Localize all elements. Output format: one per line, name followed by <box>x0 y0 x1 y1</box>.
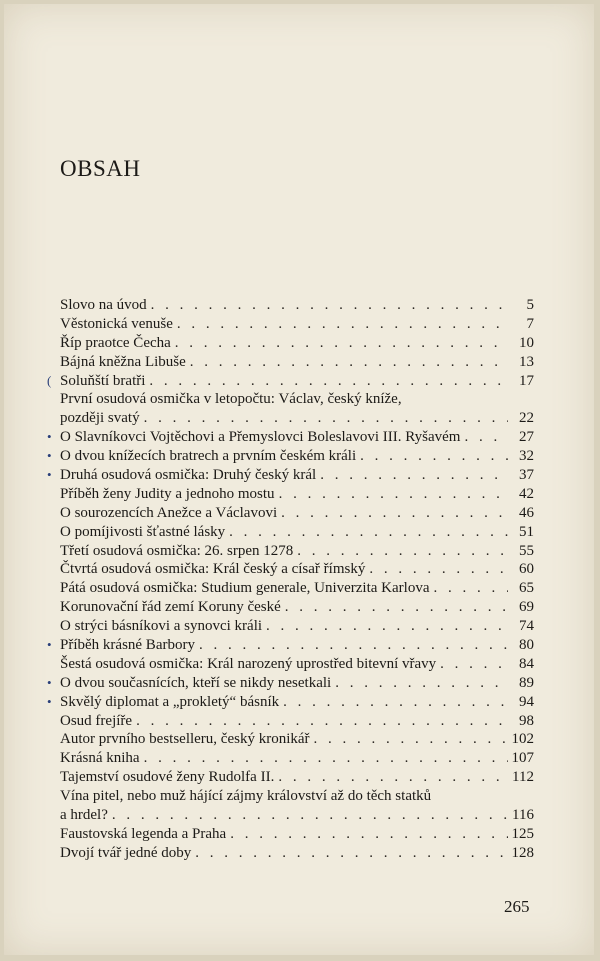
toc-entry-line <box>60 542 534 561</box>
pen-mark-icon: • <box>47 637 52 653</box>
toc-entry <box>47 636 534 655</box>
toc-entry <box>60 768 534 787</box>
toc-entry-title: O sourozencích Anežce a Václavovi <box>60 504 278 521</box>
leader-dots <box>151 296 508 315</box>
leader-dots <box>283 693 508 712</box>
toc-entry <box>60 390 534 428</box>
leader-dots <box>433 579 508 598</box>
leader-dots <box>144 749 508 768</box>
leader-dots <box>136 712 508 731</box>
toc-page-number: 22 <box>519 410 534 427</box>
toc-entry <box>60 579 534 598</box>
toc-page-number: 107 <box>511 750 534 767</box>
toc-entry <box>47 372 534 391</box>
toc-entry <box>60 598 534 617</box>
toc-entry-title: Čtvrtá osudová osmička: Král český a císař římský <box>60 561 366 578</box>
toc-entry-title: Krásná kniha <box>60 750 140 767</box>
pen-mark-icon: • <box>47 448 52 464</box>
toc-entry-line <box>60 372 534 391</box>
toc-entry-line <box>60 390 534 409</box>
toc-entry-line <box>60 409 534 428</box>
toc-entry-line <box>60 825 534 844</box>
toc-entry <box>60 787 534 825</box>
toc-entry <box>60 353 534 372</box>
toc-entry <box>60 712 534 731</box>
toc-entry-line <box>60 353 534 372</box>
toc-entry-line <box>60 636 534 655</box>
toc-entry <box>47 447 534 466</box>
toc-entry <box>60 825 534 844</box>
toc-entry-title: Třetí osudová osmička: 26. srpen 1278 <box>60 542 294 559</box>
leader-dots <box>144 409 508 428</box>
toc-entry-title: První osudová osmička v letopočtu: Václav, český kníže, <box>60 391 402 408</box>
leader-dots <box>149 372 508 391</box>
toc-entry-line <box>60 806 534 825</box>
toc-entry-title: a hrdel? <box>60 807 108 824</box>
leader-dots <box>281 504 508 523</box>
leader-dots <box>175 334 508 353</box>
toc-entry-line <box>60 712 534 731</box>
toc-entry-line <box>60 674 534 693</box>
toc-page-number: 125 <box>511 825 534 842</box>
toc-page-number: 10 <box>519 334 534 351</box>
toc-entry <box>60 730 534 749</box>
toc-entry <box>47 428 534 447</box>
toc-entry-title: O dvou současnících, kteří se nikdy nesetkali <box>60 674 332 691</box>
toc-entry <box>60 542 534 561</box>
toc-entry-title: Slovo na úvod <box>60 297 147 313</box>
toc-entry-line <box>60 844 534 863</box>
leader-dots <box>195 844 507 863</box>
toc-page-number: 51 <box>519 523 534 540</box>
toc-entry-line <box>60 598 534 617</box>
toc-page-number: 98 <box>519 712 534 729</box>
leader-dots <box>278 768 508 787</box>
leader-dots <box>177 315 508 334</box>
leader-dots <box>297 542 508 561</box>
pen-mark-icon: • <box>47 429 52 445</box>
leader-dots <box>360 447 508 466</box>
toc-entry-title: Příběh krásné Barbory <box>60 637 195 654</box>
leader-dots <box>266 617 508 636</box>
toc-entry-title: Bájná kněžna Libuše <box>60 353 186 370</box>
toc-page-number: 55 <box>519 542 534 559</box>
toc-entry <box>60 485 534 504</box>
toc-entry <box>60 617 534 636</box>
toc-entry-title: O dvou knížecích bratrech a prvním českém králi <box>60 448 357 465</box>
toc-entry-title: Tajemství osudové ženy Rudolfa II. <box>60 769 275 786</box>
toc-entry-title: O strýci básníkovi a synovci králi <box>60 618 263 635</box>
toc-entry-title: Dvojí tvář jedné doby <box>60 844 192 861</box>
toc-entry <box>47 693 534 712</box>
toc-entry-line <box>60 655 534 674</box>
toc-entry-line <box>60 428 534 447</box>
leader-dots <box>199 636 508 655</box>
toc-page-number: 7 <box>526 315 534 332</box>
toc-entry-title: Věstonická venuše <box>60 315 173 332</box>
toc-entry <box>60 296 534 315</box>
toc-entry <box>60 523 534 542</box>
toc-entry <box>60 334 534 353</box>
leader-dots <box>440 655 508 674</box>
leader-dots <box>285 598 508 617</box>
toc-page-number: 60 <box>519 561 534 578</box>
toc-entry-line <box>60 296 534 315</box>
toc-entry <box>60 560 534 579</box>
leader-dots <box>190 353 508 372</box>
toc-entry-title: Vína pitel, nebo muž hájící zájmy království až do těch statků <box>60 788 432 805</box>
toc-entry-line <box>60 485 534 504</box>
toc-page-number: 17 <box>519 372 534 389</box>
toc-entry-title: Říp praotce Čecha <box>60 334 171 351</box>
toc-entry <box>60 315 534 334</box>
pen-mark-icon: • <box>47 693 52 709</box>
toc-page-number: 65 <box>519 580 534 597</box>
toc-page-number: 74 <box>519 618 534 635</box>
toc-entry-title: Skvělý diplomat a „prokletý“ básník <box>60 693 280 710</box>
toc-entry-line <box>60 617 534 636</box>
toc-page-number: 80 <box>519 637 534 654</box>
toc-page-number: 128 <box>511 844 534 861</box>
leader-dots <box>229 523 508 542</box>
toc-page-number: 13 <box>519 353 534 370</box>
toc-entry-line <box>60 315 534 334</box>
toc-entry-title: Faustovská legenda a Praha <box>60 825 227 842</box>
leader-dots <box>279 485 508 504</box>
toc-page-number: 27 <box>519 429 534 446</box>
toc-entry <box>60 655 534 674</box>
toc-entry-title: Druhá osudová osmička: Druhý český král <box>60 467 317 484</box>
toc-page-number: 116 <box>512 807 534 824</box>
leader-dots <box>369 560 508 579</box>
pen-mark-icon: ( <box>47 372 52 388</box>
toc-entry-line <box>60 334 534 353</box>
toc-page-number: 42 <box>519 485 534 502</box>
toc-entry-line <box>60 466 534 485</box>
toc-entry-title: Šestá osudová osmička: Král narozený uprostřed bitevní vřavy <box>60 655 437 672</box>
toc-page-number: 69 <box>519 599 534 616</box>
toc-entry-line <box>60 579 534 598</box>
toc-entry-line <box>60 730 534 749</box>
book-page <box>4 4 594 955</box>
toc-entry <box>47 674 534 693</box>
toc-page-number: 94 <box>519 693 534 710</box>
toc-entry-title: Příběh ženy Judity a jednoho mostu <box>60 485 275 502</box>
toc-entry <box>47 466 534 485</box>
page-number: 265 <box>504 897 530 916</box>
toc-page-number: 5 <box>526 297 534 313</box>
toc-entry-title: Osud frejíře <box>60 712 133 729</box>
toc-page-number: 102 <box>511 731 534 748</box>
toc-entry <box>60 504 534 523</box>
leader-dots <box>314 730 508 749</box>
toc-entry-line <box>60 523 534 542</box>
leader-dots <box>112 806 508 825</box>
toc-page-number: 46 <box>519 504 534 521</box>
pen-mark-icon: • <box>47 674 52 690</box>
toc-page-number: 84 <box>519 655 534 672</box>
toc-entry-title: O pomíjivosti šťastné lásky <box>60 523 226 540</box>
leader-dots <box>230 825 507 844</box>
toc-page-number: 89 <box>519 674 534 691</box>
toc-entry-title: Soluňští bratři <box>60 372 146 389</box>
page-title: OBSAH <box>60 156 141 181</box>
toc-entry-title: Korunovační řád zemí Koruny české <box>60 599 281 616</box>
table-of-contents <box>47 296 534 863</box>
toc-entry-line <box>60 447 534 466</box>
toc-page-number: 37 <box>519 467 534 484</box>
leader-dots <box>320 466 508 485</box>
toc-entry <box>60 749 534 768</box>
toc-entry <box>60 844 534 863</box>
toc-entry-line <box>60 560 534 579</box>
leader-dots <box>335 674 508 693</box>
toc-entry-title: později svatý <box>60 410 140 427</box>
toc-entry-title: O Slavníkovci Vojtěchovi a Přemyslovci Boleslavovi III. Ryšavém <box>60 429 461 446</box>
toc-entry-title: Autor prvního bestselleru, český kronikář <box>60 731 310 748</box>
toc-entry-line <box>60 768 534 787</box>
toc-entry-line <box>60 749 534 768</box>
toc-page-number: 112 <box>512 769 534 786</box>
toc-page-number: 32 <box>519 448 534 465</box>
toc-entry-title: Pátá osudová osmička: Studium generale, Univerzita Karlova <box>60 580 430 597</box>
pen-mark-icon: • <box>47 467 52 483</box>
toc-entry-line <box>60 504 534 523</box>
leader-dots <box>464 428 508 447</box>
toc-entry-line <box>60 787 534 806</box>
toc-entry-line <box>60 693 534 712</box>
